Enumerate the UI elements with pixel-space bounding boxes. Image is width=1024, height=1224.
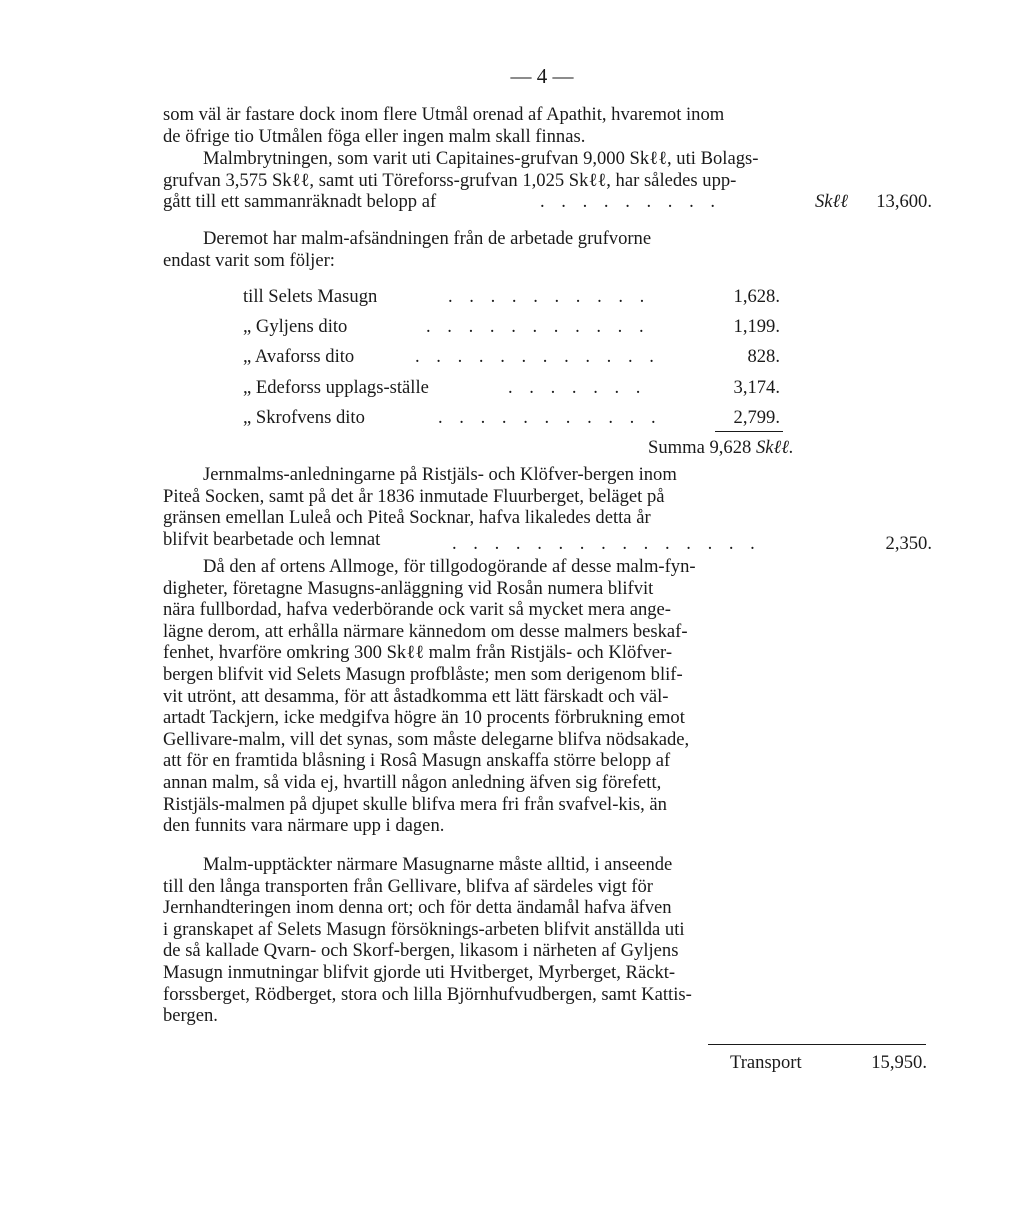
delivery-label: „ Edeforss upplags-ställe — [243, 377, 429, 398]
paragraph-3 — [163, 228, 831, 271]
delivery-label: till Selets Masugn — [243, 286, 378, 307]
summa-row — [648, 437, 794, 459]
text-line: blifvit bearbetade och lemnat — [163, 528, 381, 550]
delivery-label: „ Gyljens dito — [243, 316, 348, 337]
transport-rule — [708, 1044, 926, 1045]
text-line: gränsen emellan Luleå och Piteå Socknar, hafva likaledes detta år — [163, 507, 651, 529]
delivery-label: „ Avaforss dito — [243, 346, 355, 367]
summa-label: Summa — [648, 437, 705, 458]
text-line: digheter, företagne Masugns-anläggning vid Rosån numera blifvit — [163, 577, 654, 599]
leader-dots: . . . . . . . . . . . — [438, 407, 662, 428]
text-line: till den långa transporten från Gellivare, blifva af särdeles vigt för — [163, 875, 653, 897]
text-line: vit utrönt, att desamma, för att åstadkomma ett lätt färskadt och väl- — [163, 685, 669, 707]
total-unit: Skℓℓ — [815, 191, 849, 212]
text-line: den funnits vara närmare upp i dagen. — [163, 815, 445, 837]
leader-dots: . . . . . . . — [508, 377, 647, 398]
text-line: bergen blifvit vid Selets Masugn profblåste; men som derigenom blif- — [163, 663, 683, 685]
leader-dots: . . . . . . . . . . . . . . . — [452, 533, 761, 554]
text-line: i granskapet af Selets Masugn försöknings-arbeten blifvit anställda uti — [163, 918, 685, 940]
text-line: gått till ett sammanräknadt belopp af — [163, 191, 437, 213]
leader-dots: . . . . . . . . . — [540, 191, 722, 212]
leader-dots: . . . . . . . . . . . . — [415, 346, 660, 367]
total-value: 13,600. — [876, 191, 932, 212]
text-line: de öfrige tio Utmålen föga eller ingen malm skall finnas. — [163, 125, 586, 147]
text-line: Malmbrytningen, som varit uti Capitaines-grufvan 9,000 Skℓℓ, uti Bolags- — [203, 148, 759, 169]
text-line: Masugn inmutningar blifvit gjorde uti Hvitberget, Myrberget, Räckt- — [163, 961, 676, 983]
sum-rule — [715, 431, 783, 432]
text-line: forssberget, Rödberget, stora och lilla Björnhufvudbergen, samt Kattis- — [163, 983, 692, 1005]
summa-value: 9,628 — [709, 437, 752, 458]
paragraph-1 — [163, 104, 831, 147]
text-line: Jernhandteringen inom denna ort; och för detta ändamål hafva äfven — [163, 897, 672, 919]
text-line: artadt Tackjern, icke medgifva högre än 10 procents förbrukning emot — [163, 707, 685, 729]
text-line: Gellivare-malm, vill det synas, som måste delegarne blifva nödsakade, — [163, 728, 690, 750]
paragraph-6 — [163, 854, 831, 1027]
text-line: lägne derom, att erhålla närmare kännedom om desse malmers beskaf- — [163, 620, 688, 642]
text-line: annan malm, så vida ej, hvartill någon anledning äfven sig förefett, — [163, 771, 662, 793]
text-line: som väl är fastare dock inom flere Utmål orenad af Apathit, hvaremot inom — [163, 104, 725, 125]
text-line: Då den af ortens Allmoge, för tillgodogörande af desse malm-fyn- — [203, 556, 696, 577]
text-line: endast varit som följer: — [163, 249, 335, 271]
text-line: Deremot har malm-afsändningen från de arbetade grufvorne — [203, 228, 652, 249]
transport-label: Transport — [730, 1052, 802, 1073]
text-line: bergen. — [163, 1005, 218, 1027]
paragraph-5 — [163, 556, 831, 837]
delivery-value: 828. — [747, 346, 780, 367]
p4-value: 2,350. — [885, 533, 932, 554]
delivery-value: 1,199. — [733, 316, 780, 337]
leader-dots: . . . . . . . . . . . — [426, 316, 650, 337]
page-number: — 4 — — [510, 64, 574, 88]
delivery-label: „ Skrofvens dito — [243, 407, 365, 428]
text-line: fenhet, hvarföre omkring 300 Skℓℓ malm från Ristjäls- och Klöfver- — [163, 642, 673, 664]
delivery-value: 3,174. — [733, 377, 780, 398]
leader-dots: . . . . . . . . . . — [448, 286, 651, 307]
text-line: att för en framtida blåsning i Rosâ Masugn anskaffa större belopp af — [163, 750, 671, 772]
text-line: Jernmalms-anledningarne på Ristjäls- och Klöfver-bergen inom — [203, 464, 677, 485]
text-line: nära fullbordad, hafva vederbörande ock varit så mycket mera ange- — [163, 599, 671, 621]
text-line: Piteå Socken, samt på det år 1836 inmutade Fluurberget, beläget på — [163, 485, 665, 507]
delivery-value: 1,628. — [733, 286, 780, 307]
transport-value: 15,950. — [871, 1052, 927, 1073]
text-line: de så kallade Qvarn- och Skorf-bergen, likasom i närheten af Gyljens — [163, 940, 679, 962]
summa-unit: Skℓℓ. — [755, 437, 794, 458]
delivery-value: 2,799. — [733, 407, 780, 428]
text-line: Malm-upptäckter närmare Masugnarne måste alltid, i anseende — [203, 854, 673, 875]
text-line: Ristjäls-malmen på djupet skulle blifva mera fri från svafvel-kis, än — [163, 793, 667, 815]
text-line: grufvan 3,575 Skℓℓ, samt uti Töreforss-grufvan 1,025 Skℓℓ, har således upp- — [163, 169, 737, 191]
